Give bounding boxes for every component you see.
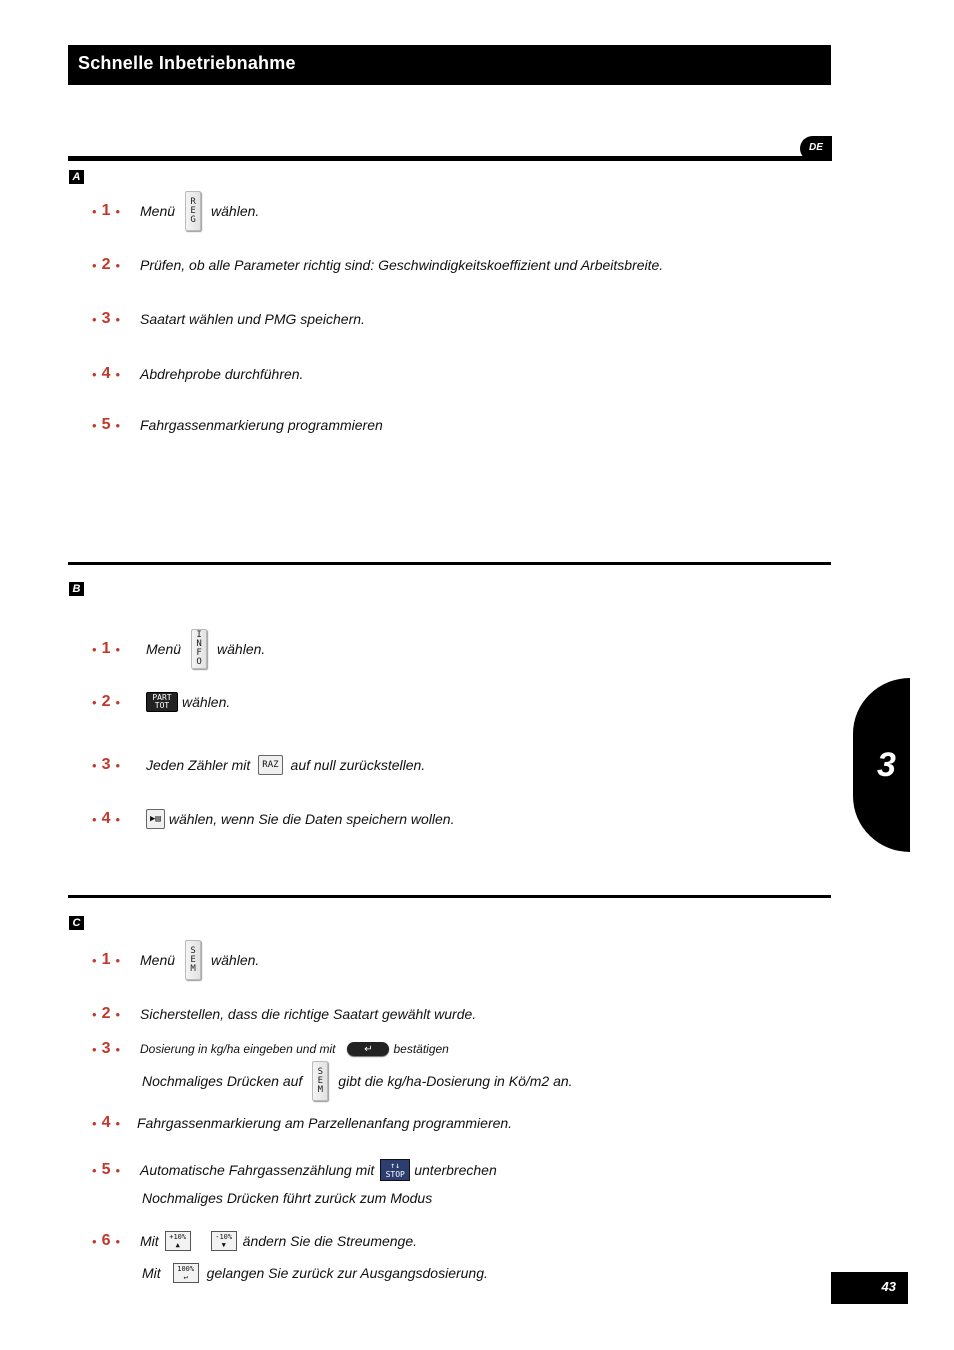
step-b-4: • 4 • ▶▤ wählen, wenn Sie die Daten speichern wollen. <box>92 810 455 827</box>
step-text: wählen. <box>182 694 231 710</box>
step-number: 5 <box>101 416 111 433</box>
page-title: Schnelle Inbetriebnahme <box>78 53 296 73</box>
section-a-rule <box>68 156 831 161</box>
step-c-4: • 4 • Fahrgassenmarkierung am Parzellenanfang programmieren. <box>92 1114 513 1131</box>
step-b-2: • 2 • PART TOT wählen. <box>92 693 231 710</box>
save-data-icon[interactable]: ▶▤ <box>146 809 165 829</box>
step-a-4: • 4 • Abdrehprobe durchführen. <box>92 365 304 382</box>
step-number: 4 <box>101 1114 111 1131</box>
step-text: wählen. <box>211 203 260 219</box>
chapter-tab: 3 <box>853 678 910 852</box>
step-text: Menü <box>140 952 176 968</box>
step-number: 5 <box>101 1161 111 1178</box>
step-text: gelangen Sie zurück zur Ausgangsdosierung. <box>206 1265 488 1281</box>
sem-menu-button[interactable]: S E M <box>185 940 201 980</box>
section-c-label: C <box>69 916 84 930</box>
step-text: Saatart wählen und PMG speichern. <box>140 311 365 327</box>
step-text: Nochmaliges Drücken auf <box>142 1073 303 1089</box>
step-text: ändern Sie die Streumenge. <box>242 1233 418 1249</box>
step-text: Menü <box>146 641 182 657</box>
decrease-rate-button[interactable]: -10% ▼ <box>211 1231 237 1251</box>
step-number: 4 <box>101 810 111 827</box>
language-tab: DE <box>800 136 832 161</box>
step-text: Prüfen, ob alle Parameter richtig sind: Geschwindigkeitskoeffizient und Arbeitsbreite. <box>140 257 664 273</box>
step-c-5: • 5 • Automatische Fahrgassenzählung mit ↑↓ STOP unterbrechen <box>92 1161 497 1179</box>
step-text: unterbrechen <box>414 1162 497 1178</box>
step-c-2: • 2 • Sicherstellen, dass die richtige Saatart gewählt wurde. <box>92 1005 477 1022</box>
section-a-label: A <box>69 170 84 184</box>
step-text: wählen. <box>217 641 266 657</box>
step-a-2: • 2 • Prüfen, ob alle Parameter richtig sind: Geschwindigkeitskoeffizient und Arbeitsbreite. <box>92 256 664 273</box>
step-text: gibt die kg/ha-Dosierung in Kö/m2 an. <box>338 1073 573 1089</box>
header-bar <box>68 45 831 85</box>
step-text: wählen, wenn Sie die Daten speichern wollen. <box>168 811 455 827</box>
step-a-5: • 5 • Fahrgassenmarkierung programmieren <box>92 416 383 433</box>
step-c-1: • 1 • Menü S E M wählen. <box>92 947 259 973</box>
step-c-5-line2: Nochmaliges Drücken führt zurück zum Modus <box>142 1190 433 1206</box>
step-c-6: • 6 • Mit +10% ▲ -10% ▼ ändern Sie die Streumenge. <box>92 1232 418 1249</box>
step-number: 3 <box>101 1040 111 1057</box>
step-number: 6 <box>101 1232 111 1249</box>
raz-button[interactable]: RAZ <box>258 755 282 775</box>
reg-menu-button[interactable]: R E G <box>185 191 201 231</box>
step-text: Mit <box>140 1233 159 1249</box>
step-text: bestätigen <box>393 1042 449 1056</box>
info-menu-button[interactable]: I N F O <box>191 629 207 669</box>
step-a-1: • 1 • Menü R E G wählen. <box>92 198 259 224</box>
step-number: 2 <box>101 256 111 273</box>
step-text: auf null zurückstellen. <box>290 757 426 773</box>
stop-button[interactable]: ↑↓ STOP <box>380 1159 410 1181</box>
step-number: 2 <box>101 693 111 710</box>
step-number: 1 <box>101 640 111 657</box>
step-text: Jeden Zähler mit <box>146 757 251 773</box>
step-number: 2 <box>101 1005 111 1022</box>
step-number: 3 <box>101 310 111 327</box>
return-icon: ↵ <box>183 1273 188 1281</box>
step-text: Menü <box>140 203 176 219</box>
increase-rate-button[interactable]: +10% ▲ <box>165 1231 191 1251</box>
page-number: 43 <box>831 1272 908 1304</box>
sem-menu-button[interactable]: S E M <box>312 1061 328 1101</box>
step-number: 4 <box>101 365 111 382</box>
step-text: Automatische Fahrgassenzählung mit <box>140 1162 375 1178</box>
step-text: Fahrgassenmarkierung programmieren <box>140 417 383 433</box>
step-number: 3 <box>101 756 111 773</box>
step-c-3: • 3 • Dosierung in kg/ha eingeben und mit ↵ bestätigen <box>92 1040 449 1057</box>
reset-rate-button[interactable]: 100% ↵ <box>173 1263 199 1283</box>
step-number: 1 <box>101 202 111 219</box>
step-c-6-line2 <box>142 1261 488 1285</box>
step-text: Sicherstellen, dass die richtige Saatart gewählt wurde. <box>140 1006 477 1022</box>
step-b-3: • 3 • Jeden Zähler mit RAZ auf null zurückstellen. <box>92 756 426 773</box>
arrow-up-icon: ▲ <box>175 1241 180 1249</box>
step-c-3-line2 <box>142 1062 573 1100</box>
part-tot-button[interactable]: PART TOT <box>146 692 178 712</box>
step-text: Mit <box>142 1265 161 1281</box>
step-number: 1 <box>101 951 111 968</box>
section-b-rule <box>68 562 831 565</box>
section-c-rule <box>68 895 831 898</box>
step-text: Dosierung in kg/ha eingeben und mit <box>140 1042 336 1056</box>
step-text: Abdrehprobe durchführen. <box>140 366 304 382</box>
step-text: wählen. <box>211 952 260 968</box>
arrow-down-icon: ▼ <box>221 1241 226 1249</box>
section-b-label: B <box>69 582 84 596</box>
step-a-3: • 3 • Saatart wählen und PMG speichern. <box>92 310 365 327</box>
step-b-1: • 1 • Menü I N F O wählen. <box>92 630 266 667</box>
enter-button[interactable]: ↵ <box>347 1042 389 1056</box>
step-text: Fahrgassenmarkierung am Parzellenanfang programmieren. <box>137 1115 513 1131</box>
